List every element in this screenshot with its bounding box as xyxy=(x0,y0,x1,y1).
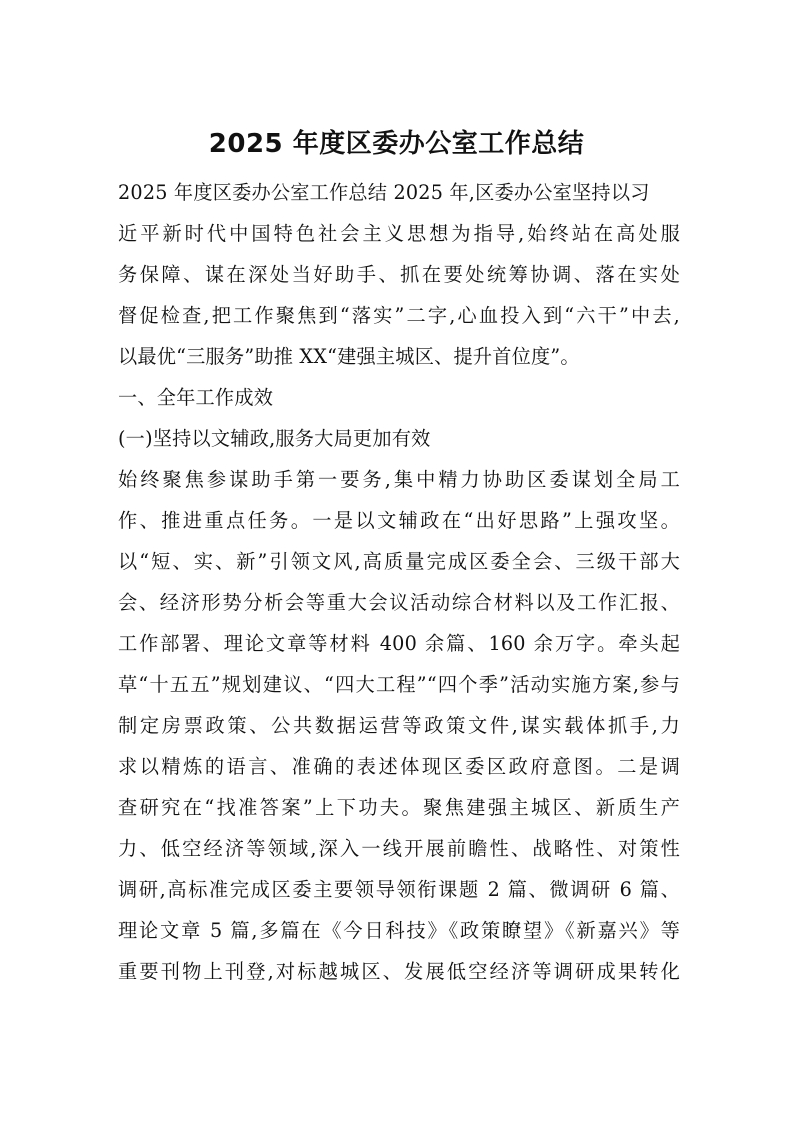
document-title: 2025 年度区委办公室工作总结 xyxy=(208,129,585,159)
paragraph-line: 力、低空经济等领域,深入一线开展前瞻性、战略性、对策性 xyxy=(118,837,680,860)
paragraph-line: 近平新时代中国特色社会主义思想为指导,始终站在高处服 xyxy=(118,222,680,245)
paragraph-line: 督促检查,把工作聚焦到“落实”二字,心血投入到“六干”中去, xyxy=(118,304,680,327)
subsection-heading: (一)坚持以文辅政,服务大局更加有效 xyxy=(118,427,431,450)
paragraph-line: 求以精炼的语言、准确的表述体现区委区政府意图。二是调 xyxy=(118,755,680,778)
paragraph-line: 理论文章 5 篇,多篇在《今日科技》《政策瞭望》《新嘉兴》等 xyxy=(118,919,680,942)
paragraph-line: 始终聚焦参谋助手第一要务,集中精力协助区委谋划全局工 xyxy=(118,468,680,491)
paragraph-line: 制定房票政策、公共数据运营等政策文件,谋实载体抓手,力 xyxy=(118,714,680,737)
paragraph-line: 务保障、谋在深处当好助手、抓在要处统筹协调、落在实处 xyxy=(118,263,680,286)
paragraph-line: 工作部署、理论文章等材料 400 余篇、160 余万字。牵头起 xyxy=(118,632,680,655)
paragraph-line: 2025 年度区委办公室工作总结 2025 年,区委办公室坚持以习 xyxy=(118,181,650,204)
paragraph-line: 以“短、实、新”引领文风,高质量完成区委全会、三级干部大 xyxy=(118,550,680,573)
section-heading: 一、全年工作成效 xyxy=(118,386,274,409)
paragraph-line: 草“十五五”规划建议、“四大工程”“四个季”活动实施方案,参与 xyxy=(118,673,680,696)
paragraph-line: 查研究在“找准答案”上下功夫。聚焦建强主城区、新质生产 xyxy=(118,796,680,819)
paragraph-line: 作、推进重点任务。一是以文辅政在“出好思路”上强攻坚。 xyxy=(118,509,680,532)
paragraph-line: 会、经济形势分析会等重大会议活动综合材料以及工作汇报、 xyxy=(118,591,680,614)
paragraph-line: 调研,高标准完成区委主要领导领衔课题 2 篇、微调研 6 篇、 xyxy=(118,878,680,901)
paragraph-line: 重要刊物上刊登,对标越城区、发展低空经济等调研成果转化 xyxy=(118,960,680,983)
paragraph-line: 以最优“三服务”助推 XX“建强主城区、提升首位度”。 xyxy=(118,345,580,368)
document-body xyxy=(118,172,680,992)
